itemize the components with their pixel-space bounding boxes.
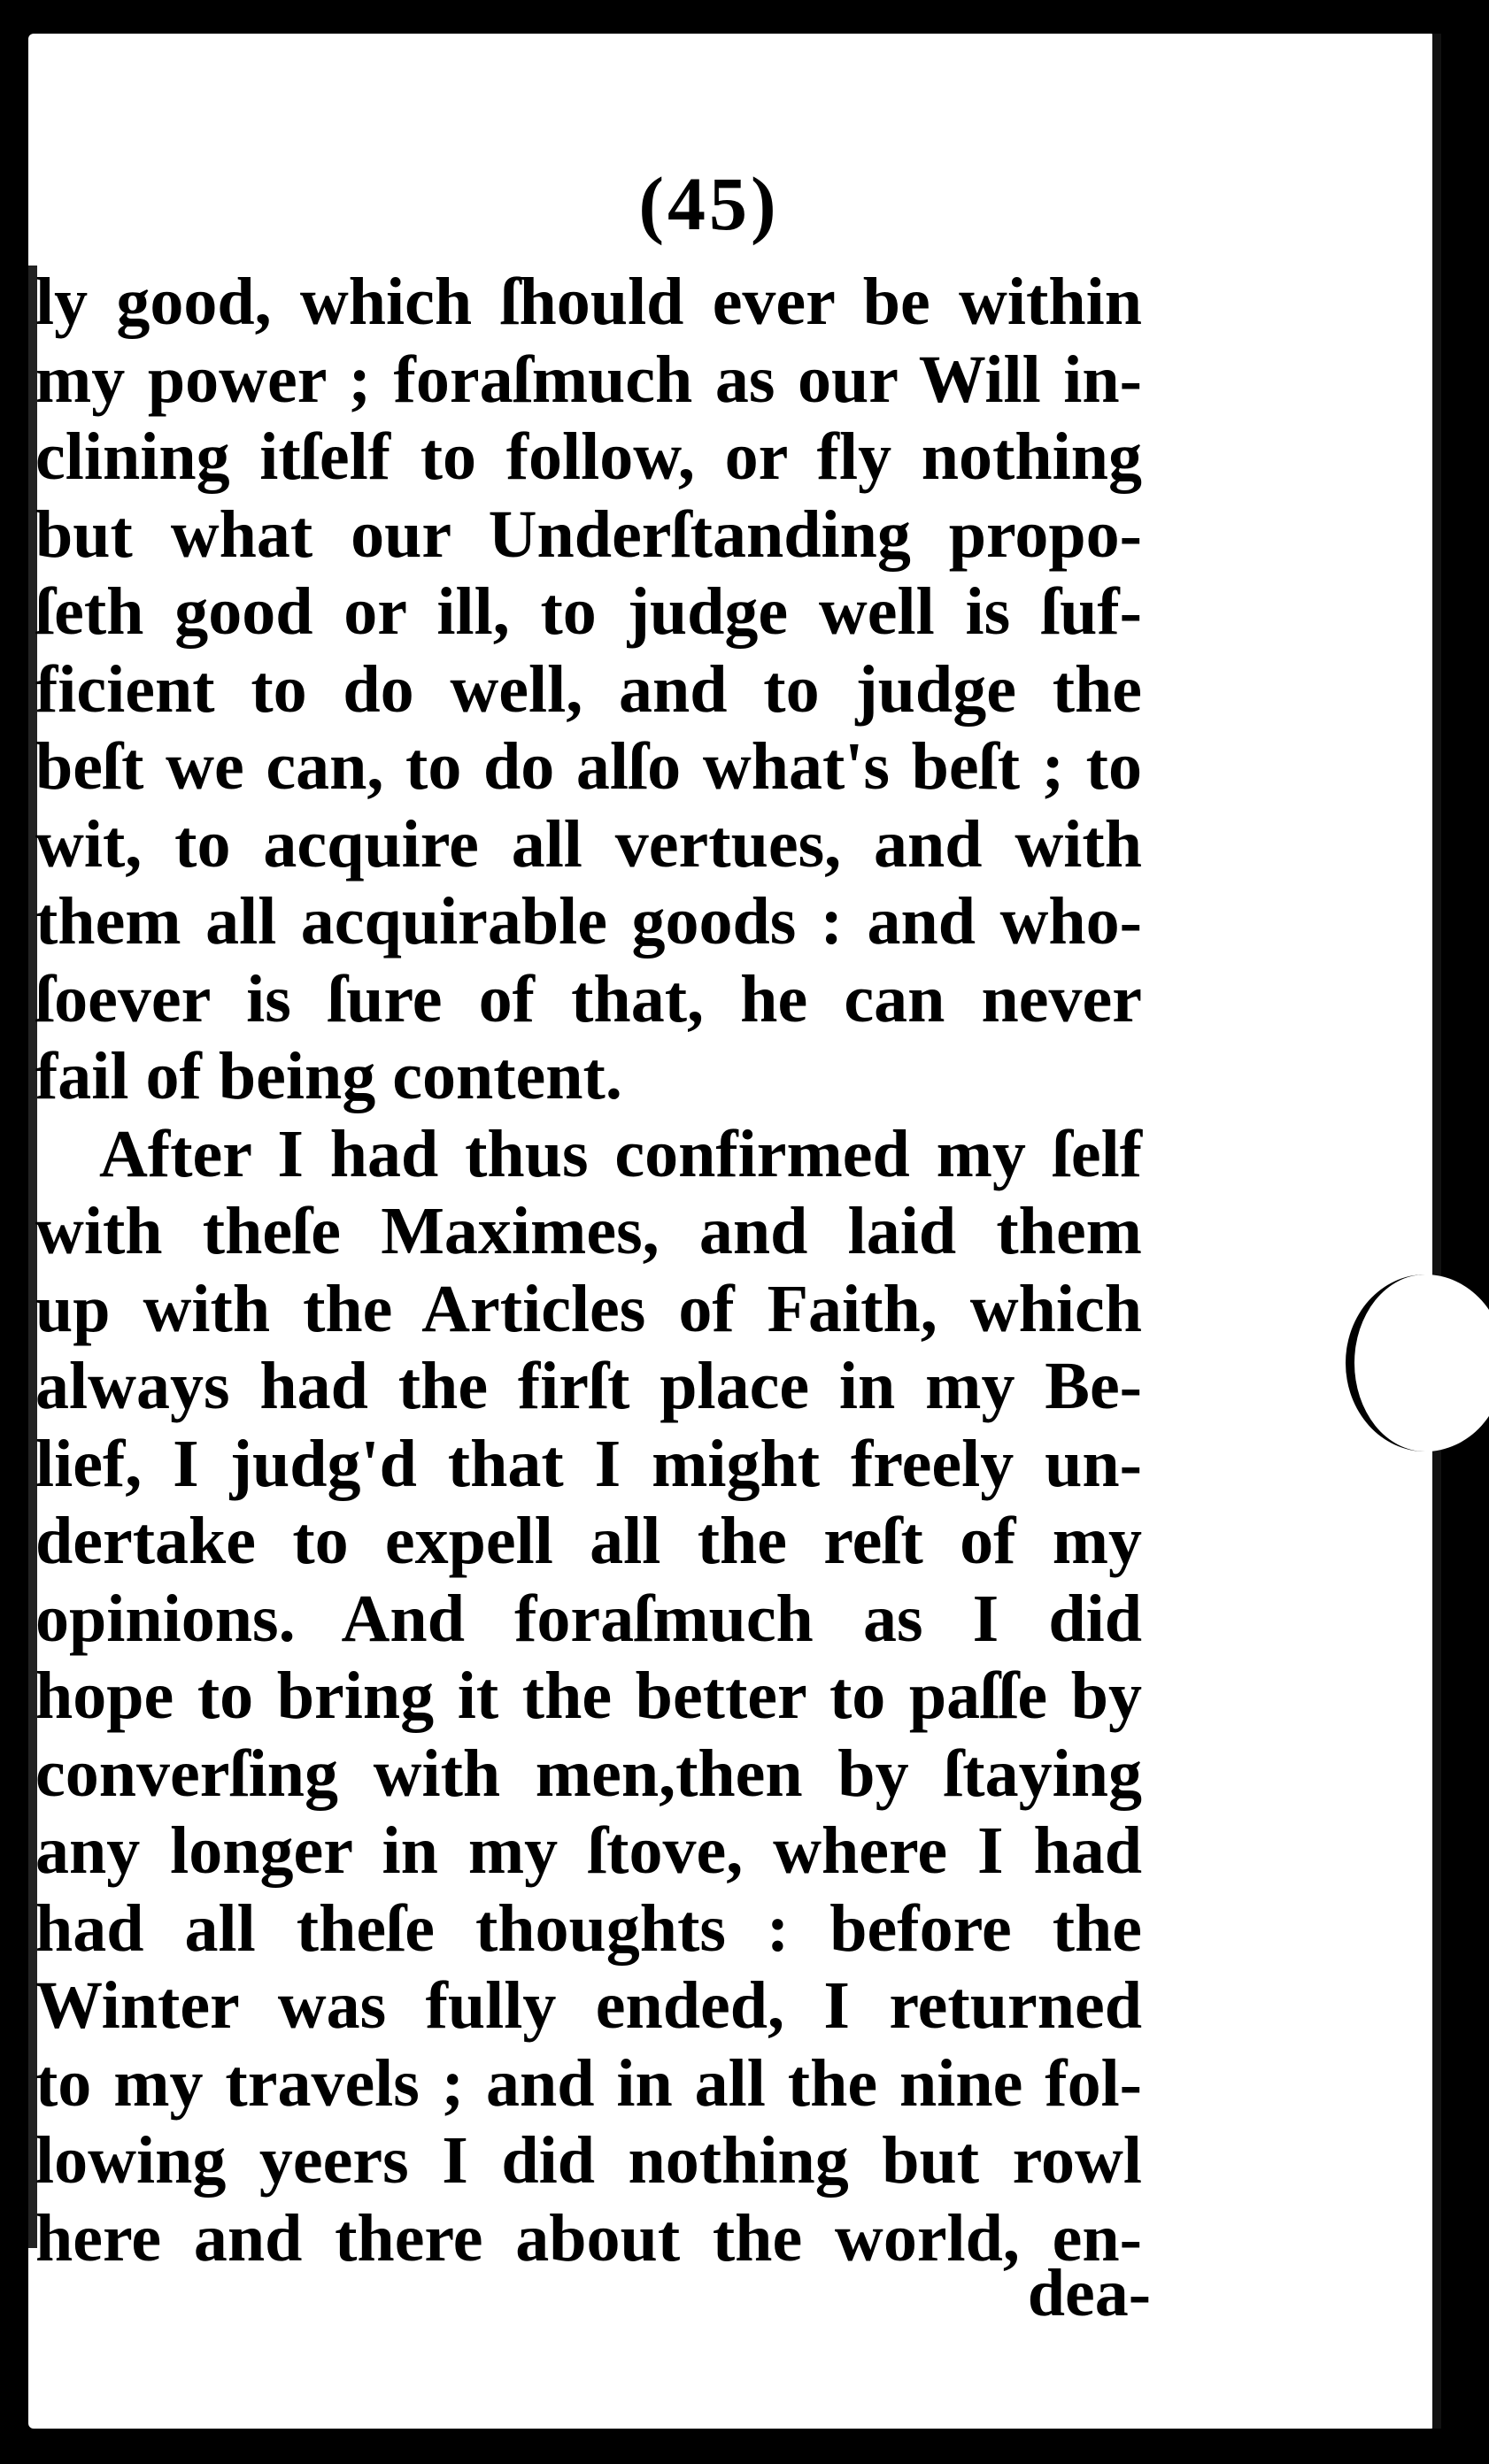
text-line: always had the firſt place in my Be- [35,1349,1142,1423]
text-line: to my travels ; and in all the nine fol- [35,2045,1142,2121]
body-text [35,264,1142,2277]
page-edge [1432,34,1441,2429]
text-line: here and there about the world, en- [35,2200,1142,2275]
text-line: opinions. And foraſmuch as I did [35,1581,1142,1656]
text-line: converſing with men,then by ſtaying [35,1736,1142,1811]
text-line: with theſe Maximes, and laid them [35,1194,1142,1268]
page-number: (45) [638,161,780,246]
text-line: Winter was fully ended, I returned [35,1968,1142,2043]
text-line: ficient to do well, and to judge the [35,651,1142,727]
text-line: any longer in my ſtove, where I had [35,1813,1142,1888]
text-line: After I had thus confirmed my ſelf [99,1116,1142,1191]
text-line: them all acquirable goods : and who- [35,884,1142,959]
catchword: dea- [1027,2256,1151,2330]
text-line: beſt we can, to do alſo what's beſt ; to [35,729,1142,804]
text-line: wit, to acquire all vertues, and with [35,806,1142,882]
text-line: lowing yeers I did nothing but rowl [35,2123,1142,2198]
text-line: clining itſelf to follow, or fly nothing [35,420,1142,494]
text-line: lief, I judg'd that I might freely un- [35,1426,1142,1501]
text-line: my power ; foraſmuch as our Will in- [35,342,1142,417]
text-line: but what our Underſtanding propo- [35,497,1142,572]
text-line: up with the Articles of Faith, which [35,1271,1142,1346]
text-line: hope to bring it the better to paſſe by [35,1659,1142,1733]
text-line: had all theſe thoughts : before the [35,1890,1142,1966]
text-line: ſeth good or ill, to judge well is ſuf- [35,574,1142,649]
text-line: dertake to expell all the reſt of my [35,1504,1142,1578]
text-line: ſoever is ſure of that, he can never [35,961,1142,1036]
text-line: ly good, which ſhould ever be within [35,265,1142,339]
text-line: fail of being content. [35,1039,622,1113]
